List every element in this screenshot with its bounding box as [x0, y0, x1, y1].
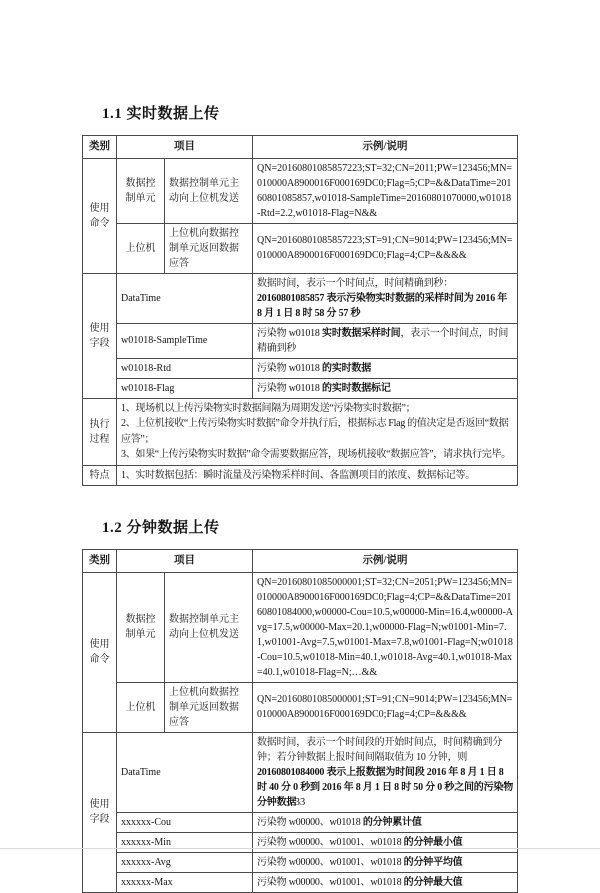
page-content [82, 102, 518, 893]
field-name-cell: xxxxxx-Cou [117, 812, 253, 832]
header-example: 示例/说明 [253, 549, 518, 572]
field-desc-cell: 污染物 w00000、w01018 的分钟累计值 [253, 812, 518, 832]
process-cell [117, 398, 518, 465]
action-cell: 上位机向数据控制单元返回数据应答 [165, 223, 253, 273]
unit-cell: 上位机 [117, 682, 165, 732]
field-desc-cell: 污染物 w01018 实时数据采样时间，表示一个时间点，时间精确到秒 [253, 323, 518, 358]
category-cell-command: 使用命令 [83, 572, 117, 732]
process-line: 2、上位机接收“上传污染物实时数据”命令并执行后，根据标志 Flag 的值决定是否返回“数据应答”； [121, 418, 509, 445]
unit-cell: 上位机 [117, 223, 165, 273]
header-item: 项目 [117, 549, 253, 572]
section-title-1-1: 1.1 实时数据上传 [102, 106, 220, 122]
table-row [83, 358, 518, 378]
action-cell: 数据控制单元主动向上位机发送 [165, 158, 253, 223]
field-desc-cell: 污染物 w00000、w01001、w01018 的分钟最小值 [253, 832, 518, 852]
category-cell-fields: 使用字段 [83, 273, 117, 398]
field-name-cell: xxxxxx-Max [117, 872, 253, 892]
field-name-cell: w01018-SampleTime [117, 323, 253, 358]
category-cell-process: 执行过程 [83, 398, 117, 465]
table-row [83, 832, 518, 852]
table-row [83, 323, 518, 358]
table-row [83, 158, 518, 223]
realtime-upload-table [82, 135, 518, 486]
table-row [83, 812, 518, 832]
field-desc-cell: 数据时间，表示一个时间点，时间精确到秒：20160801085857 表示污染物实时数据的采样时间为 2016 年 8 月 1 日 8 时 58 分 57 秒 [253, 273, 518, 323]
action-cell: 上位机向数据控制单元返回数据应答 [165, 682, 253, 732]
field-desc-cell: 污染物 w01018 的实时数据标记 [253, 378, 518, 398]
field-desc-cell: 污染物 w01018 的实时数据 [253, 358, 518, 378]
process-line: 3、如果“上传污染物实时数据”命令需要数据应答，现场机接收“数据应答”，请求执行完毕。 [121, 449, 511, 461]
table-row [83, 223, 518, 273]
table-row [83, 398, 518, 465]
field-desc-cell: 污染物 w00000、w01001、w01018 的分钟最大值 [253, 872, 518, 892]
example-cell: QN=20160801085857223;ST=32;CN=2011;PW=123456;MN=010000A8900016F000169DC0;Flag=5;CP=&&DataTime=20160801085857,w01018-SampleTime=20160801070000,w01018-Rtd=2.2,w01018-Flag=N&& [253, 158, 518, 223]
field-desc-cell: 污染物 w00000、w01001、w01018 的分钟平均值 [253, 852, 518, 872]
table-row [83, 852, 518, 872]
example-cell: QN=20160801085857223;ST=91;CN=9014;PW=123456;MN=010000A8900016F000169DC0;Flag=4;CP=&&&& [253, 223, 518, 273]
table-header-row [83, 136, 518, 159]
process-line: 1、现场机以上传污染物实时数据间隔为周期发送“污染物实时数据”； [121, 402, 416, 414]
header-category: 类别 [83, 136, 117, 159]
field-name-cell: w01018-Flag [117, 378, 253, 398]
field-name-cell: xxxxxx-Min [117, 832, 253, 852]
page-number: 33 [294, 797, 306, 808]
section-title-1-2: 1.2 分钟数据上传 [102, 519, 220, 536]
field-name-cell: w01018-Rtd [117, 358, 253, 378]
unit-cell: 数据控制单元 [117, 158, 165, 223]
table-row [83, 465, 518, 485]
example-cell: QN=20160801085000001;ST=91;CN=9014;PW=123456;MN=010000A8900016F000169DC0;Flag=4;CP=&&&& [253, 682, 518, 732]
field-name-cell: DataTime [117, 273, 253, 323]
example-cell: QN=20160801085000001;ST=32;CN=2051;PW=123456;MN=010000A8900016F000169DC0;Flag=4;CP=&&DataTime=20160801084000,w00000-Cou=10.5,w00000-Min=16.4,w00000-Avg=17.5,w00000-Max=20.1,w00000-Flag=N;w01001-Min=7.1,w01001-Avg=7.5,w01001-Max=7.8,w01001-Flag=N;w01018-Cou=10.5,w01018-Min=40.1,w01018-Avg=40.1,w01018-Max=40.1,w01018-Flag=N;…&& [253, 572, 518, 682]
action-cell: 数据控制单元主动向上位机发送 [165, 572, 253, 682]
minute-upload-table [82, 549, 518, 893]
table-row [83, 572, 518, 682]
feature-cell: 1、实时数据包括：瞬时流量及污染物采样时间、各监测项目的浓度、数据标记等。 [117, 465, 518, 485]
category-cell-fields: 使用字段 [83, 732, 117, 892]
field-name-cell: DataTime [117, 732, 253, 812]
unit-cell: 数据控制单元 [117, 572, 165, 682]
header-example: 示例/说明 [253, 136, 518, 159]
table-row [83, 682, 518, 732]
table-row [83, 273, 518, 323]
field-desc-cell: 数据时间，表示一个时间段的开始时间点，时间精确到分钟；若分钟数据上报时间间隔取值为 10 分钟，则 20160801084000 表示上报数据为时间段 2016 年 8 月 1 日 8 时 40 分 0 秒到 2016 年 8 月 1 日 8 时 50 分 0 秒之间的污染物分钟数据 [253, 732, 518, 812]
header-item: 项目 [117, 136, 253, 159]
header-category: 类别 [83, 549, 117, 572]
table-row [83, 872, 518, 892]
category-cell-command: 使用命令 [83, 158, 117, 273]
field-name-cell: xxxxxx-Avg [117, 852, 253, 872]
table-row [83, 378, 518, 398]
category-cell-feature: 特点 [83, 465, 117, 485]
table-header-row [83, 549, 518, 572]
